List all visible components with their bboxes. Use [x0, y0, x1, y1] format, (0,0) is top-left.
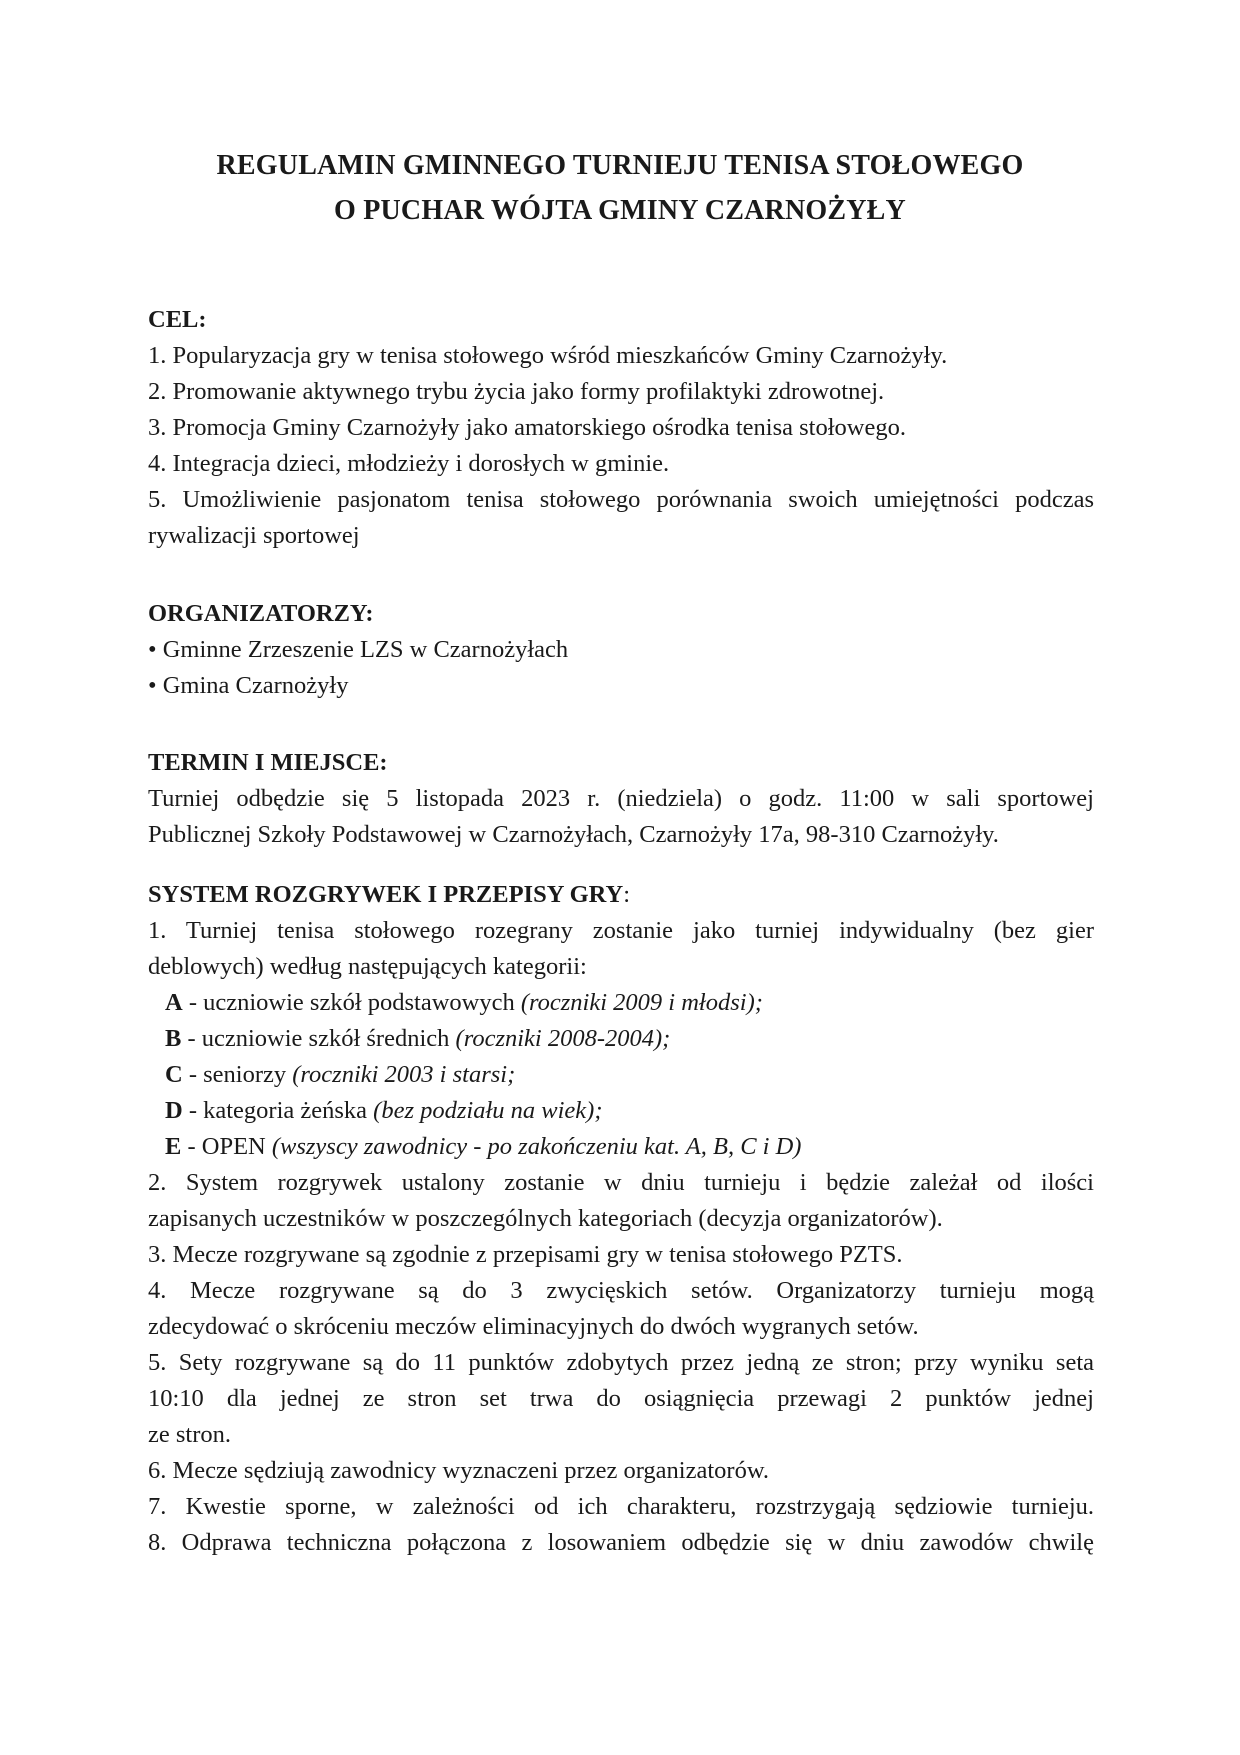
rule-line: 5. Sety rozgrywane są do 11 punktów zdobytych przez jedną ze stron; przy wyniku seta — [148, 1349, 1094, 1376]
rule-line: 2. System rozgrywek ustalony zostanie w dniu turnieju i będzie zależał od ilości — [148, 1169, 1094, 1196]
category-text: - seniorzy — [182, 1061, 293, 1088]
rule-line: zapisanych uczestników w poszczególnych kategoriach (decyzja organizatorów). — [148, 1205, 943, 1232]
section-heading-organizatorzy: ORGANIZATORZY: — [148, 600, 374, 627]
cel-item: 2. Promowanie aktywnego trybu życia jako formy profilaktyki zdrowotnej. — [148, 378, 885, 405]
rule-line: zdecydować o skróceniu meczów eliminacyjnych do dwóch wygranych setów. — [148, 1313, 919, 1340]
cel-item-continuation: rywalizacji sportowej — [148, 522, 360, 549]
system-line: 1. Turniej tenisa stołowego rozegrany zostanie jako turniej indywidualny (bez gier — [148, 917, 1094, 944]
category-letter: E — [165, 1133, 182, 1160]
category-text: - OPEN — [181, 1133, 272, 1160]
category-text: - uczniowie szkół średnich — [181, 1025, 456, 1052]
category-note: (roczniki 2009 i młodsi); — [520, 989, 763, 1016]
category-note: (roczniki 2003 i starsi; — [292, 1061, 516, 1088]
termin-line: Turniej odbędzie się 5 listopada 2023 r. (niedziela) o godz. 11:00 w sali sportowej — [148, 785, 1094, 812]
rule-line: 4. Mecze rozgrywane są do 3 zwycięskich setów. Organizatorzy turnieju mogą — [148, 1277, 1094, 1304]
category-item-a — [165, 985, 1111, 1021]
cel-item: 3. Promocja Gminy Czarnożyły jako amatorskiego ośrodka tenisa stołowego. — [148, 414, 906, 441]
category-letter: C — [165, 1061, 183, 1088]
section-heading-system-colon: : — [623, 881, 631, 908]
rule-line: 3. Mecze rozgrywane są zgodnie z przepisami gry w tenisa stołowego PZTS. — [148, 1241, 903, 1268]
section-heading-cel: CEL: — [148, 306, 207, 333]
cel-item: 1. Popularyzacja gry w tenisa stołowego wśród mieszkańców Gminy Czarnożyły. — [148, 342, 948, 369]
section-heading-system — [148, 877, 1094, 913]
category-note: (bez podziału na wiek); — [373, 1097, 603, 1124]
category-note: (roczniki 2008-2004); — [455, 1025, 671, 1052]
category-item-c — [165, 1057, 1111, 1093]
cel-item: 4. Integracja dzieci, młodzieży i dorosłych w gminie. — [148, 450, 670, 477]
category-item-d — [165, 1093, 1111, 1129]
category-letter: A — [165, 989, 183, 1016]
organizer-item: • Gminne Zrzeszenie LZS w Czarnożyłach — [148, 636, 569, 663]
category-text: - kategoria żeńska — [182, 1097, 374, 1124]
cel-item: 5. Umożliwienie pasjonatom tenisa stołowego porównania swoich umiejętności podczas — [148, 486, 1094, 513]
category-text: - uczniowie szkół podstawowych — [182, 989, 521, 1016]
document-title-line-1: REGULAMIN GMINNEGO TURNIEJU TENISA STOŁOWEGO — [216, 150, 1024, 181]
system-line: deblowych) według następujących kategorii: — [148, 953, 587, 980]
termin-line: Publicznej Szkoły Podstawowej w Czarnożyłach, Czarnożyły 17a, 98-310 Czarnożyły. — [148, 821, 999, 848]
section-heading-system-text: SYSTEM ROZGRYWEK I PRZEPISY GRY — [148, 881, 624, 908]
category-letter: D — [165, 1097, 183, 1124]
organizer-item: • Gmina Czarnożyły — [148, 672, 349, 699]
category-note: (wszyscy zawodnicy - po zakończeniu kat. A, B, C i D) — [271, 1133, 802, 1160]
rule-line: 6. Mecze sędziują zawodnicy wyznaczeni przez organizatorów. — [148, 1457, 770, 1484]
rule-line: 8. Odprawa techniczna połączona z losowaniem odbędzie się w dniu zawodów chwilę — [148, 1529, 1094, 1556]
category-item-e — [165, 1129, 1111, 1165]
category-letter: B — [165, 1025, 182, 1052]
rule-line: 7. Kwestie sporne, w zależności od ich charakteru, rozstrzygają sędziowie turnieju. — [148, 1493, 1094, 1520]
category-item-b — [165, 1021, 1111, 1057]
rule-line: 10:10 dla jednej ze stron set trwa do osiągnięcia przewagi 2 punktów jednej — [148, 1385, 1094, 1412]
document-title-line-2: O PUCHAR WÓJTA GMINY CZARNOŻYŁY — [334, 195, 906, 226]
rule-line: ze stron. — [148, 1421, 231, 1448]
section-heading-termin: TERMIN I MIEJSCE: — [148, 749, 388, 776]
